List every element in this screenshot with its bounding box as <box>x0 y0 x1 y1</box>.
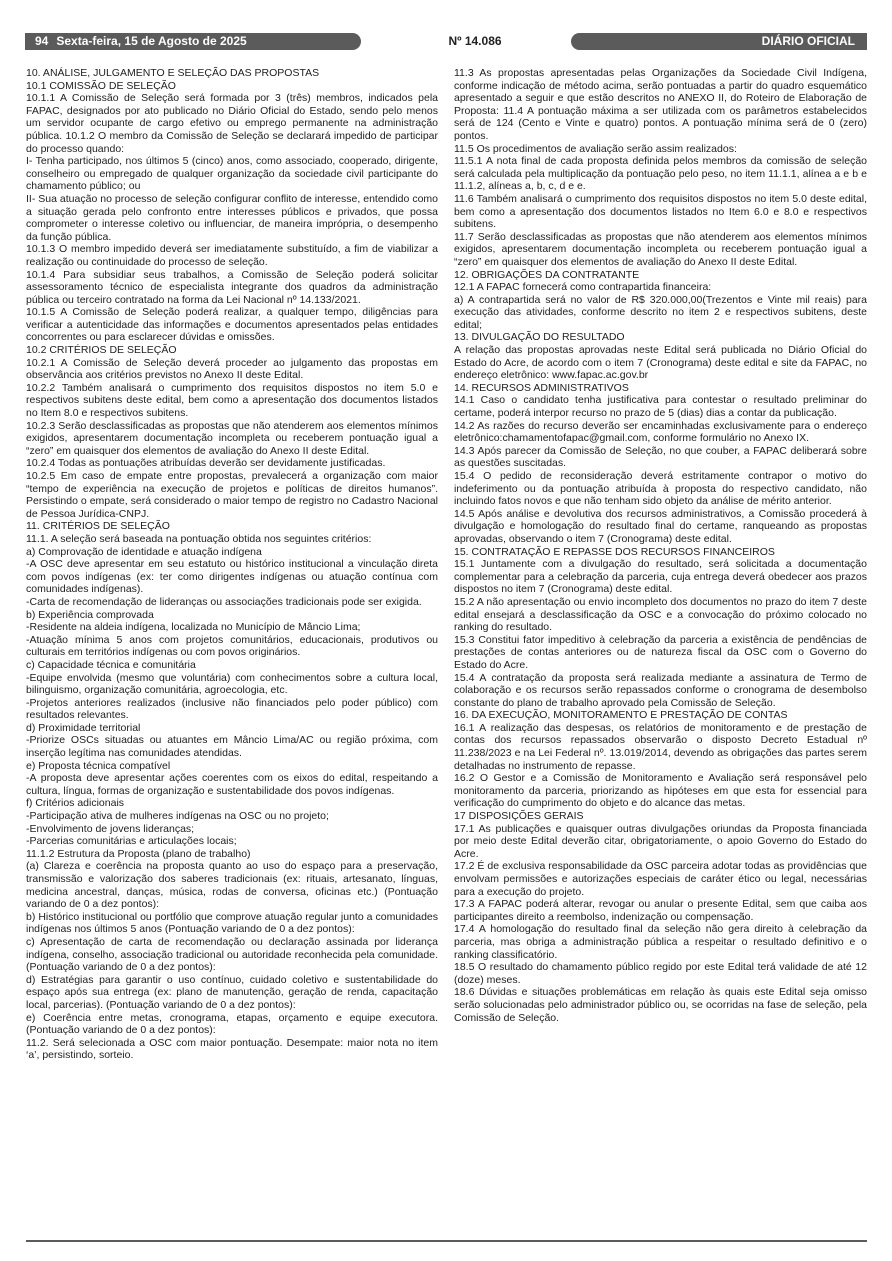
paragraph: e) Proposta técnica compatível <box>26 759 171 772</box>
issue-number: Nº 14.086 <box>448 34 502 48</box>
paragraph: 14.3 Após parecer da Comissão de Seleção, no que couber, a FAPAC deliberará sobre as questões suscitadas. <box>454 444 867 470</box>
paragraph: 11. CRITÉRIOS DE SELEÇÃO <box>26 520 170 533</box>
paragraph: II- Sua atuação no processo de seleção configurar conflito de interesse, entendido como a situação gerada pelo confronto entre interesses públicos e privados, que possa comprometer o interesse coletivo ou influenciar, de maneira imprópria, o desempenho da função pública. <box>26 192 438 243</box>
paragraph: 15.4 A contratação da proposta será realizada mediante a assinatura de Termo de colaboração e os recursos serão repassados conforme o cronograma de desembolso constante do plano de trabalho aprovado pela Comissão de Seleção. <box>454 671 867 709</box>
paragraph: 12. OBRIGAÇÕES DA CONTRATANTE <box>454 268 640 281</box>
paragraph: 12.1 A FAPAC fornecerá como contrapartida financeira: <box>454 281 712 294</box>
paragraph: 17.4 A homologação do resultado final da seleção não gera direito à celebração da parceria, mas obriga a administração pública a respeitar o resultado definitivo e o ranking classificatório. <box>454 923 867 961</box>
paragraph: a) Comprovação de identidade e atuação indígena <box>26 545 262 558</box>
paragraph: 17 DISPOSIÇÕES GERAIS <box>454 810 584 823</box>
paragraph: 14.1 Caso o candidato tenha justificativa para contestar o resultado preliminar do certame, poderá interpor recurso no prazo de 5 (dias) dias a contar da publicação. <box>454 394 867 420</box>
paragraph: 11.3 As propostas apresentadas pelas Organizações da Sociedade Civil Indígena, conforme indicação de método acima, serão pontuadas a partir do quadro esquemático apresentado a seguir e que estão descritos no ANEXO II, do Roteiro de Elaboração de Proposta: 11.4 A pontuação máxima a ser utilizada com os parâmetros estabelecidos será de 124 (Cento e Vinte e quatro) pontos. A pontuação mínima será de 0 (zero) pontos. <box>454 67 867 142</box>
paragraph: -Envolvimento de jovens lideranças; <box>26 822 195 835</box>
paragraph: 10.1.3 O membro impedido deverá ser imediatamente substituído, a fim de viabilizar a realização ou continuidade do processo de seleção. <box>26 243 438 268</box>
paragraph: (a) Clareza e coerência na proposta quanto ao uso do espaço para a preservação, transmissão e valorização dos saberes tradicionais (ex: rituais, artesanato, línguas, medicina ancestral, danças, música, rodas de conversa, oficinas etc.) (Pontuação variando de 0 a dez pontos): <box>26 860 438 911</box>
paragraph: 11.1.2 Estrutura da Proposta (plano de trabalho) <box>26 847 251 860</box>
paragraph: -Equipe envolvida (mesmo que voluntária) com conhecimentos sobre a cultura local, bilinguismo, organização comunitária, agroecologia, etc. <box>26 671 438 697</box>
paragraph: 15.3 Constitui fator impeditivo à celebração da parceria a existência de pendências de prestações de contas anteriores ou de natureza fiscal da OSC com o Governo do Estado do Acre. <box>454 633 867 671</box>
paragraph: 11.5.1 A nota final de cada proposta definida pelos membros da comissão de seleção será calculada pela multiplicação da pontuação pelo peso, no item 11.1.1, alínea a e b e 11.1.2, alíneas a, b, c, d e e. <box>454 155 867 193</box>
paragraph: 15. CONTRATAÇÃO E REPASSE DOS RECURSOS FINANCEIROS <box>454 545 775 558</box>
publication-name: DIÁRIO OFICIAL <box>571 33 867 50</box>
paragraph: 10.2.4 Todas as pontuações atribuídas deverão ser devidamente justificadas. <box>26 457 386 470</box>
paragraph: 17.1 As publicações e quaisquer outras divulgações oriundas da Proposta financiada por meio deste Edital deverão citar, obrigatoriamente, o apoio Governo do Estado do Acre. <box>454 822 867 860</box>
paragraph: 10.2.1 A Comissão de Seleção deverá proceder ao julgamento das propostas em observância aos critérios previstos no Anexo II deste Edital. <box>26 356 438 382</box>
paragraph: -Carta de recomendação de lideranças ou associações tradicionais pode ser exigida. <box>26 595 422 608</box>
paragraph: 18.5 O resultado do chamamento público regido por este Edital terá validade de até 12 (doze) meses. <box>454 961 867 986</box>
paragraph: 11.5 Os procedimentos de avaliação serão assim realizados: <box>454 142 737 155</box>
paragraph: 14.2 As razões do recurso deverão ser encaminhadas exclusivamente para o endereço eletrônico:chamamentofapac@gmail.com, conforme formulário no Anexo IX. <box>454 419 867 445</box>
paragraph: -Projetos anteriores realizados (inclusive não financiados pelo poder público) com resultados relevantes. <box>26 696 438 722</box>
paragraph: 10.2.2 Também analisará o cumprimento dos requisitos dispostos no item 5.0 e respectivos subitens deste edital, bem como a apresentação dos documentos listados no Item 8.0 e respectivos subitens. <box>26 381 438 420</box>
paragraph: 11.1. A seleção será baseada na pontuação obtida nos seguintes critérios: <box>26 532 372 545</box>
paragraph: 16. DA EXECUÇÃO, MONITORAMENTO E PRESTAÇÃO DE CONTAS <box>454 709 788 722</box>
paragraph: -Participação ativa de mulheres indígenas na OSC ou no projeto; <box>26 810 329 823</box>
issue-date: Sexta-feira, 15 de Agosto de 2025 <box>56 34 247 48</box>
paragraph: f) Critérios adicionais <box>26 797 125 810</box>
header-left-band <box>25 33 361 50</box>
paragraph: 13. DIVULGAÇÃO DO RESULTADO <box>454 331 625 344</box>
paragraph: a) A contrapartida será no valor de R$ 320.000,00(Trezentos e Vinte mil reais) para execução das atividades, conforme descrito no item 2 e respectivos subitens, deste edital; <box>454 293 867 331</box>
right-column <box>454 67 867 1024</box>
paragraph: 10. ANÁLISE, JULGAMENTO E SELEÇÃO DAS PROPOSTAS <box>26 67 320 79</box>
paragraph: I- Tenha participado, nos últimos 5 (cinco) anos, como associado, cooperado, dirigente, conselheiro ou empregado de qualquer organização da sociedade civil participante do chamamento público; ou <box>26 155 438 193</box>
paragraph: d) Proximidade territorial <box>26 721 141 734</box>
paragraph: 10.1 COMISSÃO DE SELEÇÃO <box>26 79 176 92</box>
page-header <box>25 33 867 50</box>
paragraph: c) Apresentação de carta de recomendação ou declaração assinada por liderança indígena, conselho, associação tradicional ou autoridade reconhecida pela comunidade. (Pontuação variando de 0 a dez pontos): <box>26 935 438 974</box>
paragraph: 15.4 O pedido de reconsideração deverá estritamente contrapor o motivo do indeferimento ou da pontuação atribuída à proposta do respectivo candidato, não incluindo fatos novos e que não tenham sido objeto da análise de mérito anterior. <box>454 470 867 508</box>
paragraph: -A proposta deve apresentar ações coerentes com os eixos do edital, respeitando a cultura, língua, formas de organização e sustentabilidade dos povos indígenas. <box>26 772 438 797</box>
paragraph: 15.1 Juntamente com a divulgação do resultado, será solicitada a documentação complementar para a celebração da parceria, cuja entrega deverá obedecer aos prazos dispostos no item 7 (Cronograma) deste edital. <box>454 558 867 596</box>
paragraph: b) Histórico institucional ou portfólio que comprove atuação regular junto a comunidades indígenas nos últimos 5 anos (Pontuação variando de 0 a dez pontos): <box>26 910 438 936</box>
paragraph: 10.1.1 A Comissão de Seleção será formada por 3 (três) membros, indicados pela FAPAC, designados por ato publicado no Diário Oficial do Estado, sendo pelo menos um servidor ocupante de cargo efetivo ou emprego permanente na administração pública. 10.1.2 O membro da Comissão de Seleção se declarará impedido de participar do processo quando: <box>26 92 438 155</box>
paragraph: 17.2 É de exclusiva responsabilidade da OSC parceira adotar todas as providências que envolvam permissões e autorizações especiais de caráter ético ou legal, necessárias para a execução do projeto. <box>454 860 867 898</box>
paragraph: 11.6 Também analisará o cumprimento dos requisitos dispostos no item 5.0 deste edital, bem como a apresentação dos documentos listados no Item 6.0 e 8.0 e respectivos subitens. <box>454 192 867 231</box>
paragraph: 17.3 A FAPAC poderá alterar, revogar ou anular o presente Edital, sem que caiba aos participantes direito a reembolso, indenização ou compensação. <box>454 898 867 923</box>
paragraph: 16.1 A realização das despesas, os relatórios de monitoramento e de prestação de contas dos recursos repassados observarão o disposto Decreto Estadual nº 11.238/2023 e na Lei Federal nº. 13.019/2014, devendo as obrigações das partes serem detalhadas no instrumento de repasse. <box>454 721 867 772</box>
paragraph: 18.6 Dúvidas e situações problemáticas em relação às quais este Edital seja omisso serão solucionadas pelo administrador público ou, se ocorridas na fase de seleção, pela Comissão de Seleção. <box>454 986 867 1024</box>
paragraph: 14.5 Após análise e devolutiva dos recursos administrativos, a Comissão procederá à divulgação e homologação do resultado final do certame, ranqueando as propostas aprovadas, observando o item 7 (Cronograma) deste edital. <box>454 507 867 545</box>
paragraph: -Priorize OSCs situadas ou atuantes em Mâncio Lima/AC ou região próxima, com inserção legítima nas comunidades atendidas. <box>26 734 438 760</box>
paragraph: 10.2.5 Em caso de empate entre propostas, prevalecerá a organização com maior “tempo de experiência na execução de projetos e políticas de direitos humanos”. Persistindo o empate, será considerado o maior tempo de registro no Cadastro Nacional de Pessoa Jurídica-CNPJ. <box>26 470 438 520</box>
paragraph: 11.7 Serão desclassificadas as propostas que não atenderem aos elementos mínimos exigidos, apresentarem documentação incompleta ou receberem pontuação igual a “zero” em quaisquer dos elementos de avaliação do Anexo II deste Edital. <box>454 230 867 268</box>
paragraph: A relação das propostas aprovadas neste Edital será publicada no Diário Oficial do Estado do Acre, de acordo com o item 7 (Cronograma) deste edital e site da FAPAC, no endereço eletrônico: www.fapac.ac.gov.br <box>454 344 867 382</box>
paragraph: e) Coerência entre metas, cronograma, etapas, orçamento e equipe executora. (Pontuação variando de 0 a dez pontos): <box>26 1011 438 1037</box>
bottom-rule <box>26 1240 867 1242</box>
paragraph: 14. RECURSOS ADMINISTRATIVOS <box>454 381 629 394</box>
page-number: 94 <box>35 34 49 48</box>
paragraph: 10.2.3 Serão desclassificadas as propostas que não atenderem aos elementos mínimos exigidos, apresentarem documentação incompleta ou receberem pontuação igual a “zero” em quaisquer dos elementos de avaliação do Anexo II deste Edital. <box>26 419 438 457</box>
paragraph: 16.2 O Gestor e a Comissão de Monitoramento e Avaliação será responsável pelo monitoramento da parceria, priorizando as hipóteses em que esta for essencial para verificação do cumprimento do objeto e do alcance das metas. <box>454 772 867 810</box>
paragraph: d) Estratégias para garantir o uso contínuo, cuidado coletivo e sustentabilidade do espaço após sua entrega (ex: plano de manutenção, geração de renda, capacitação local, parcerias). (Pontuação variando de 0 a dez pontos): <box>26 973 438 1011</box>
paragraph: c) Capacidade técnica e comunitária <box>26 658 196 671</box>
paragraph: -Residente na aldeia indígena, localizada no Município de Mâncio Lima; <box>26 621 361 634</box>
paragraph: 10.1.5 A Comissão de Seleção poderá realizar, a qualquer tempo, diligências para verificar a autenticidade das informações e documentos apresentados pelas entidades concorrentes ou para esclarecer dúvidas e omissões. <box>26 306 438 344</box>
paragraph: -A OSC deve apresentar em seu estatuto ou histórico institucional a vinculação direta com povos indígenas (ex: ter como dirigentes indígenas ou atuação contínua com comunidades indígenas). <box>26 558 438 596</box>
paragraph: 11.2. Será selecionada a OSC com maior pontuação. Desempate: maior nota no item ‘a’, persistindo, sorteio. <box>26 1036 438 1062</box>
paragraph: 15.2 A não apresentação ou envio incompleto dos documentos no prazo do item 7 deste edital ensejará a desclassificação da OSC e a convocação do próximo colocado no ranking do resultado. <box>454 595 867 634</box>
paragraph: 10.2 CRITÉRIOS DE SELEÇÃO <box>26 344 177 357</box>
paragraph: -Atuação mínima 5 anos com projetos comunitários, educacionais, produtivos ou culturais em territórios indígenas ou com povos originários. <box>26 633 438 659</box>
paragraph: -Parcerias comunitárias e articulações locais; <box>26 835 237 848</box>
paragraph: 10.1.4 Para subsidiar seus trabalhos, a Comissão de Seleção poderá solicitar assessoramento técnico de especialista integrante dos quadros da administração pública ou terceiro contratado na forma da Lei Nacional nº 14.133/2021. <box>26 268 438 306</box>
paragraph: b) Experiência comprovada <box>26 608 154 621</box>
left-column <box>26 67 438 1062</box>
